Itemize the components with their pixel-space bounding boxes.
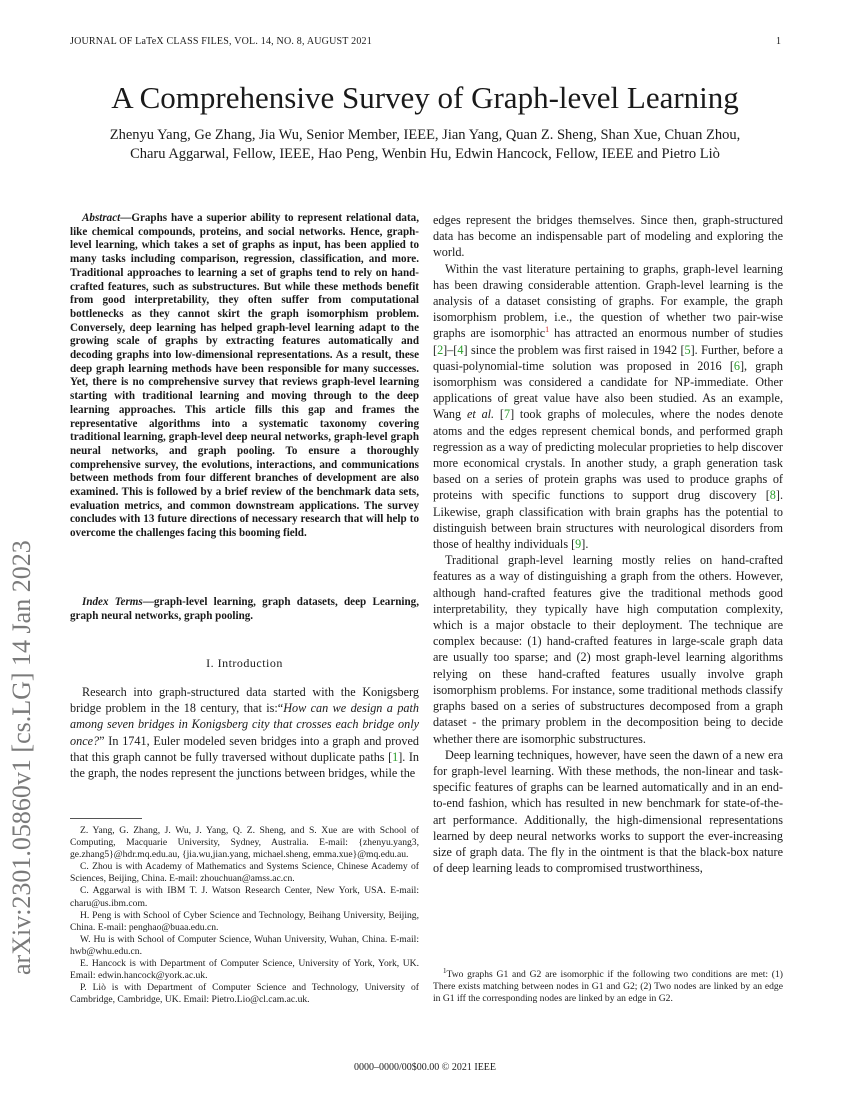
abstract — [70, 212, 419, 541]
section-heading: I. Introduction — [206, 656, 283, 670]
footnote-rule — [70, 818, 142, 819]
paragraph: Traditional graph-level learning mostly relies on hand-crafted features as a way of distinguishing a graph from the others. However, although hand-crafted features give the traditional methods good interpretability, they typically have high computation complexity, which is a major obstacle to their deployment. The technique are complex because: (1) hand-crafted features in large-scale graph data are usually too sparse; and (2) most graph-level learning algorithms relying on these hand-crafted features usually involve graph isomorphism problems. For instance, some traditional methods classify graphs based on a series of substructures decomposed from a graph dataset - the primary problem in the decomposition being to decide whether there are isomorphic substructures. — [433, 553, 783, 746]
index-terms — [70, 596, 419, 623]
copyright-footer: 0000–0000/00$00.00 © 2021 IEEE — [353, 1062, 497, 1073]
footnote: H. Peng is with School of Cyber Science and Technology, Beihang University, Beijing, China. E-mail: penghao@buaa.edu.cn. — [70, 909, 419, 933]
footnote: E. Hancock is with Department of Computer Science, University of York, York, UK. Email: edwin.hancock@york.ac.uk. — [70, 958, 419, 982]
authors-line-1: Zhenyu Yang, Ge Zhang, Jia Wu, Senior Member, IEEE, Jian Yang, Quan Z. Sheng, Shan Xue, Chuan Zhou, — [109, 127, 741, 143]
footnote: Z. Yang, G. Zhang, J. Wu, J. Yang, Q. Z. Sheng, and S. Xue are with School of Computing, Macquarie University, Sydney, Australia. E-mail: {zhenyu.yang3, ge.zhang5}@hdr.mq.edu.au, {jia.wu,jian.yang, michael.sheng, emma.xue}@mq.edu.au. — [70, 825, 419, 861]
footnote-marker[interactable]: 1 — [545, 325, 550, 335]
konigsberg-quote: How can we design a path among seven bridges in Konigsberg city that crosses each bridge only once? — [70, 701, 419, 748]
paper-title: A Comprehensive Survey of Graph-level Learning — [111, 80, 739, 115]
citation-link[interactable]: 5 — [684, 342, 691, 357]
running-header: JOURNAL OF LaTeX CLASS FILES, VOL. 14, NO. 8, AUGUST 2021 — [70, 36, 372, 47]
right-column — [433, 212, 783, 876]
footnote: P. Liò is with Department of Computer Science and Technology, University of Cambridge, Cambridge, UK. Email: Pietro.Lio@cl.cam.ac.uk. — [70, 982, 419, 1006]
citation-link[interactable]: 2 — [437, 342, 444, 357]
citation-link[interactable]: 7 — [503, 407, 511, 422]
footnote: W. Hu is with School of Computer Science, Wuhan University, Wuhan, China. E-mail: hwb@whu.edu.cn. — [70, 933, 419, 957]
paragraph: Within the vast literature pertaining to graphs, graph-level learning has been drawing considerable attention. Graph-level learning is the analysis of a dataset consisting of graphs. For example, the graph isomorphism problem, i.e., the question of whether two pair-wise graphs are isomorphic$^1$ has attracted an enormous number of studies [2]–[4] since the problem was first raised in 1942 [5]. Further, before a quasi-polynomial-time solution was proposed in 2016 [6], graph isomorphism was considered a candidate for NP-immediate. Other applications of great value have also been studied. As an example, Wang et al. [7] took graphs of molecules, where the nodes denote atoms and the edges represent chemical bonds, and performed graph regression as a way of predicting molecular proprieties to help discover more economical crystals. In another study, a graph generation task based on a series of protein graphs was used to produce graphs of proteins with specific functions to support drug discovery [8]. Likewise, graph classification with brain graphs has the potential to distinguish between brain structures with neurological disorders from those of healthy individuals [9]. — [433, 261, 784, 552]
authors-line-2: Charu Aggarwal, Fellow, IEEE, Hao Peng, Wenbin Hu, Edwin Hancock, Fellow, IEEE and Pietro Liò — [130, 146, 720, 162]
arxiv-stamp: arXiv:2301.05860v1 [cs.LG] 14 Jan 2023 — [7, 540, 36, 975]
footnote-number: 1 — [443, 967, 447, 975]
footnote: C. Aggarwal is with IBM T. J. Watson Research Center, New York, USA. E-mail: charu@us.ibm.com. — [70, 885, 419, 909]
author-list — [70, 126, 780, 164]
index-terms-text: —graph-level learning, graph datasets, deep Learning, graph neural networks, graph pooling. — [70, 596, 419, 622]
paragraph: Deep learning techniques, however, have seen the dawn of a new era for graph-level learning. With these methods, the non-linear and task-specific features of graphs can be learned automatically and in an end-to-end fashion, which has resulted in new benchmark for state-of-the-art performance. Additionally, the high-dimensional representations learned by deep neural networks works to support the ever-increasing size of graph data. The fly in the ointment is that the black-box nature of deep learning leads to compromised trustworthiness, — [433, 747, 783, 876]
index-terms-label: Index Terms — [82, 596, 143, 608]
citation-link[interactable]: 8 — [769, 488, 776, 503]
citation-link[interactable]: 9 — [575, 537, 582, 552]
affiliation-footnotes — [70, 818, 419, 1006]
page-number: 1 — [776, 36, 781, 47]
paragraph: edges represent the bridges themselves. Since then, graph-structured data has become an indispensable part of modeling and exploring the world. — [433, 213, 783, 260]
abstract-text: —Graphs have a superior ability to represent relational data, like chemical compounds, proteins, and social networks. Hence, graph-level learning, which takes a set of graphs as input, has been applied to many tasks including comparison, regression, classification, and more. Traditional approaches to learning a set of graphs tend to rely on hand-crafted features, such as substructures. But while these methods benefit from good interpretability, they often suffer from computational bottlenecks as they cannot skirt the graph isomorphism problem. Conversely, deep learning has helped graph-level learning adapt to the growing scale of graphs by extracting features automatically and decoding graphs into low-dimensional representations. As a result, these deep graph learning methods have been responsible for many successes. Yet, there is no comprehensive survey that reviews graph-level learning starting with traditional learning and moving through to the deep learning approaches. This article fills this gap and frames the representative algorithms into a systematic taxonomy covering traditional learning, graph-level deep neural networks, graph-level graph neural networks, and graph pooling. To ensure a thoroughly comprehensive survey, the evolutions, interactions, and communications between methods from four different branches of development are also examined. This is followed by a brief review of the benchmark data sets, evaluation metrics, and common downstream applications. The survey concludes with 13 future directions of necessary research that will help to overcome the challenges facing this booming field. — [70, 212, 419, 540]
abstract-label: Abstract — [82, 212, 121, 224]
intro-left-column — [70, 684, 419, 781]
footnote: C. Zhou is with Academy of Mathematics and Systems Science, Chinese Academy of Sciences, Beijing, China. E-mail: zhouchuan@amss.ac.cn. — [70, 861, 419, 885]
isomorphism-footnote — [433, 965, 783, 1005]
paragraph: Research into graph-structured data started with the Konigsberg bridge problem in the 18 century, that is:“How can we design a path among seven bridges in Konigsberg city that crosses each bridge only once?” In 1741, Euler modeled seven bridges into a graph and proved that this graph cannot be fully traversed without duplicate paths [1]. In the graph, the nodes represent the junctions between bridges, while the — [70, 685, 419, 781]
citation-link[interactable]: 6 — [733, 358, 740, 373]
citation-link[interactable]: 1 — [392, 749, 399, 764]
footnote-text: Two graphs G1 and G2 are isomorphic if the following two conditions are met: (1) There exists matching between nodes in G1 and G2; (2) Two nodes are linked by an edge in G1 iff the corresponding nodes are linked by an edge in G2. — [433, 969, 783, 1005]
citation-link[interactable]: 4 — [457, 342, 464, 357]
